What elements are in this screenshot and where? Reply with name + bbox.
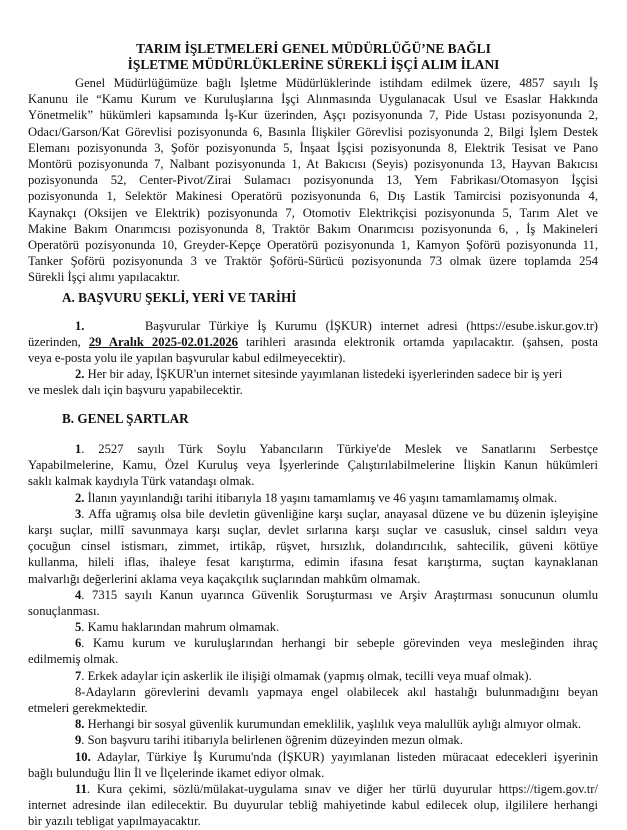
intro-line: Operatörü pozisyonunda 10, Greyder-Kepçe Operatörü pozisyonunda 1, Kamyon Şoförü pozisyonunda 11, — [28, 237, 598, 252]
item-text: . 7315 sayılı Kanun uyarınca Güvenlik Soruşturması ve Arşiv Araştırması sonucunun olumlu — [81, 587, 598, 602]
requirement-line — [28, 797, 598, 813]
requirement-line — [28, 700, 598, 716]
item-text: . Kamu kurum ve kuruluşlarından herhangi bir sebeple görevinden veya mesleğinden ihraç — [81, 636, 598, 651]
item-text: sonuçlanması. — [28, 603, 100, 618]
intro-line: Sürekli İşçi alımı yapılacaktır. — [28, 270, 180, 285]
requirement-item — [28, 732, 598, 748]
title-line-1: TARIM İŞLETMELERİ GENEL MÜDÜRLÜĞÜ’NE BAĞLI — [136, 41, 491, 56]
requirement-line — [28, 684, 598, 700]
title-line-2: İŞLETME MÜDÜRLÜKLERİNE SÜREKLİ İŞÇİ ALIM İLANI — [127, 56, 500, 72]
item-text: kullanma, hileli iflas, ihaleye fesat karıştırma, edimin ifasına fesat karıştırma, suçtan kaynaklanan — [28, 555, 598, 570]
item-number: 7 — [75, 668, 82, 683]
item-number: 6 — [75, 636, 82, 651]
section-a-item-2 — [28, 366, 598, 398]
requirement-item — [28, 781, 598, 830]
requirement-item — [28, 635, 598, 667]
requirement-item — [28, 490, 598, 506]
item-text: etmeleri gerekmektedir. — [28, 701, 148, 715]
intro-line: Yönetmelik” hükümleri kapsamında İş-Kur üzerinden, Aşçı pozisyonunda 7, Pide Ustası pozisyonunda 2, — [28, 108, 598, 123]
item-number: 9 — [75, 733, 82, 748]
requirement-line — [28, 506, 598, 522]
requirement-item — [28, 619, 598, 635]
section-b-heading: B. GENEL ŞARTLAR — [62, 411, 189, 426]
requirement-line — [28, 587, 598, 603]
item-text: tarihleri arasında elektronik ortamda yapılacaktır. (şahsen, posta — [237, 335, 599, 350]
item-text: edilmemiş olmak. — [28, 652, 119, 667]
section-a-item-1-line-3: veya e-posta yolu ile yapılan başvurular kabul edilmeyecektir). — [28, 351, 346, 366]
item-number: 2. — [75, 490, 85, 505]
item-text: . 2527 sayılı Türk Soylu Yabancıların Türkiye'de Meslek ve Sanatlarını Serbestçe — [81, 442, 598, 456]
requirement-line — [28, 781, 598, 797]
requirement-line — [28, 749, 598, 765]
item-number: 4 — [75, 587, 82, 602]
section-b-items — [28, 441, 598, 830]
requirement-line — [28, 473, 598, 489]
item-text: İlanın yayınlandığı tarihi itibarıyla 18 yaşını tamamlamış ve 46 yaşını tamamlamamış olmak. — [84, 490, 557, 505]
requirement-item — [28, 441, 598, 490]
section-a-heading: A. BAŞVURU ŞEKLİ, YERİ VE TARİHİ — [62, 290, 297, 305]
item-text: bir yazılı tebligat yapılmayacaktır. — [28, 814, 201, 829]
intro-line: Kanunu ile “Kamu Kurum ve Kuruluşlarına İşçi Alınmasında Uygulanacak Usul ve Esaslar Hakkında — [28, 92, 598, 107]
intro-line: Kaynakçı (Oksijen ve Elektrik) pozisyonunda 7, Otomotiv Elektrikçisi pozisyonunda 5, Tarım Alet ve — [28, 205, 598, 220]
section-a-item-1-line-1 — [28, 318, 598, 334]
document-title — [0, 41, 627, 72]
item-number: 8. — [75, 717, 85, 732]
intro-line: Elemanı pozisyonunda 3, Şoför pozisyonunda 5, İnşaat İşçisi pozisyonunda 8, Elektrik Tesisat ve Pano — [28, 140, 598, 155]
item-text: üzerinden, — [28, 335, 89, 350]
item-text: 8-Adayların görevlerini devamlı yapmaya engel olabilecek akıl hastalığı bulunmadığını beyan — [75, 684, 598, 699]
item-text: . Kura çekimi, sözlü/mülakat-uygulama sınav ve diğer her türlü duyurular https://tigem.gov.tr/ — [86, 781, 598, 796]
item-text: internet adresinde ilan edilecektir. Bu duyurular tebliğ mahiyetinde kabul edilecek olup, ilgililere herhangi — [28, 798, 598, 813]
item-text: çocuğun cinsel istismarı, zimmet, irtikâp, rüşvet, hırsızlık, dolandırıcılık, sahtecilik, güveni kötüye — [28, 539, 598, 554]
requirement-line — [28, 441, 598, 457]
intro-line: Montörü pozisyonunda 7, Nalbant pozisyonunda 1, At Bakıcısı (Seyis) pozisyonunda 13, Hayvan Bakıcısı — [28, 156, 598, 171]
requirement-line — [28, 813, 598, 829]
requirement-line — [28, 651, 598, 667]
section-a-item-2-line-2: ve meslek dalı için başvuru yapabilecektir. — [28, 383, 243, 398]
requirement-line — [28, 635, 598, 651]
requirement-line — [28, 522, 598, 538]
item-number: 5 — [75, 620, 82, 635]
requirement-item — [28, 716, 598, 732]
item-text: malvarlığı değerlerini aklama veya kaçakçılık suçlarından mahkûm olmamak. — [28, 571, 421, 586]
item-text: Yapabilmelerine, Kamu, Özel Kuruluş veya İşyerlerinde Çalıştırılabilmelerine İlişkin Kanun hükümleri — [28, 458, 598, 473]
item-text: bağlı bulunduğu İlin İl ve İlçelerinde ikamet ediyor olmak. — [28, 765, 325, 780]
item-text: . Affa uğramış olsa bile devletin güvenliğine karşı suçlar, anayasal düzene ve bu düzenin işleyişine — [81, 506, 598, 521]
requirement-line — [28, 490, 598, 506]
item-number: 3 — [75, 506, 82, 521]
requirement-line — [28, 716, 598, 732]
item-text: . Kamu haklarından mahrum olmamak. — [81, 620, 280, 635]
intro-line: pozisyonunda 1, Selektör Makinesi Operatörü pozisyonunda 6, Dış Lastik Tamircisi pozisyonunda 4, — [28, 189, 598, 204]
requirement-line — [28, 554, 598, 570]
item-number: 11 — [75, 781, 87, 796]
item-number: 2. — [75, 367, 85, 381]
item-text: Herhangi bir sosyal güvenlik kurumundan emeklilik, yaşlılık veya malullük aylığı almıyor olmak. — [84, 717, 582, 732]
requirement-item — [28, 668, 598, 684]
intro-line: pozisyonunda 52, Center-Pivot/Zirai Sulamacı pozisyonunda 13, Yem Fabrikası/Otomasyon İşçisi — [28, 173, 598, 188]
intro-line: Genel Müdürlüğümüze bağlı İşletme Müdürlüklerinde istihdam edilmek üzere, 4857 sayılı İş — [75, 76, 598, 90]
item-number: 10. — [75, 749, 91, 764]
intro-line: Makine Bakım Onarımcısı pozisyonunda 8, Traktör Bakım Onarımcısı pozisyonunda 6, , İş Makineleri — [28, 221, 598, 236]
item-number: 1. — [75, 319, 85, 333]
section-a-item-1-line-2 — [28, 334, 598, 350]
requirement-line — [28, 765, 598, 781]
section-a-item-1 — [28, 318, 598, 367]
requirement-line — [28, 668, 598, 684]
requirement-line — [28, 457, 598, 473]
intro-line: Odacı/Garson/Kat Görevlisi pozisyonunda 6, Basınla İlişkiler Görevlisi pozisyonunda 2, Bilgi İşlem Destek — [28, 124, 598, 139]
intro-paragraph — [28, 75, 598, 285]
item-text: Adaylar, Türkiye İş Kurumu'nda (İŞKUR) yayımlanan listeden müracaat edecekleri işyerinin — [90, 749, 598, 764]
requirement-item — [28, 587, 598, 619]
application-date-range: 29 Aralık 2025-02.01.2026 — [88, 335, 238, 350]
requirement-item — [28, 506, 598, 587]
requirement-line — [28, 571, 598, 587]
requirement-line — [28, 603, 598, 619]
requirement-item — [28, 749, 598, 781]
item-text: . Son başvuru tarihi itibarıyla belirlenen öğrenim düzeyinden mezun olmak. — [81, 733, 463, 748]
requirement-item — [28, 684, 598, 716]
requirement-line — [28, 732, 598, 748]
item-number: 1 — [75, 442, 82, 456]
item-text: saklı kalmak kaydıyla Türk vatandaşı olmak. — [28, 474, 255, 489]
item-text: Her bir aday, İŞKUR'un internet sitesinde yayımlanan listedeki işyerlerinden sadece bir iş yeri — [87, 367, 563, 381]
requirement-line — [28, 619, 598, 635]
intro-line: Tanker Şoförü pozisyonunda 3 ve Traktör Şoförü-Sürücü pozisyonunda 73 olmak üzere toplamda 254 — [28, 254, 598, 269]
item-text: . Erkek adaylar için askerlik ile ilişiği olmamak (yapmış olmak, tecilli veya muaf olmak). — [81, 668, 532, 683]
item-text: karşı suçlar, millî savunmaya karşı suçlar, devlet sırlarına karşı suçlar ve casusluk, cinsel saldırı veya — [28, 522, 598, 537]
item-text: Başvurular Türkiye İş Kurumu (İŞKUR) internet adresi (https://esube.iskur.gov.tr) — [145, 319, 598, 333]
requirement-line — [28, 538, 598, 554]
section-a-item-2-line-1 — [28, 366, 598, 382]
